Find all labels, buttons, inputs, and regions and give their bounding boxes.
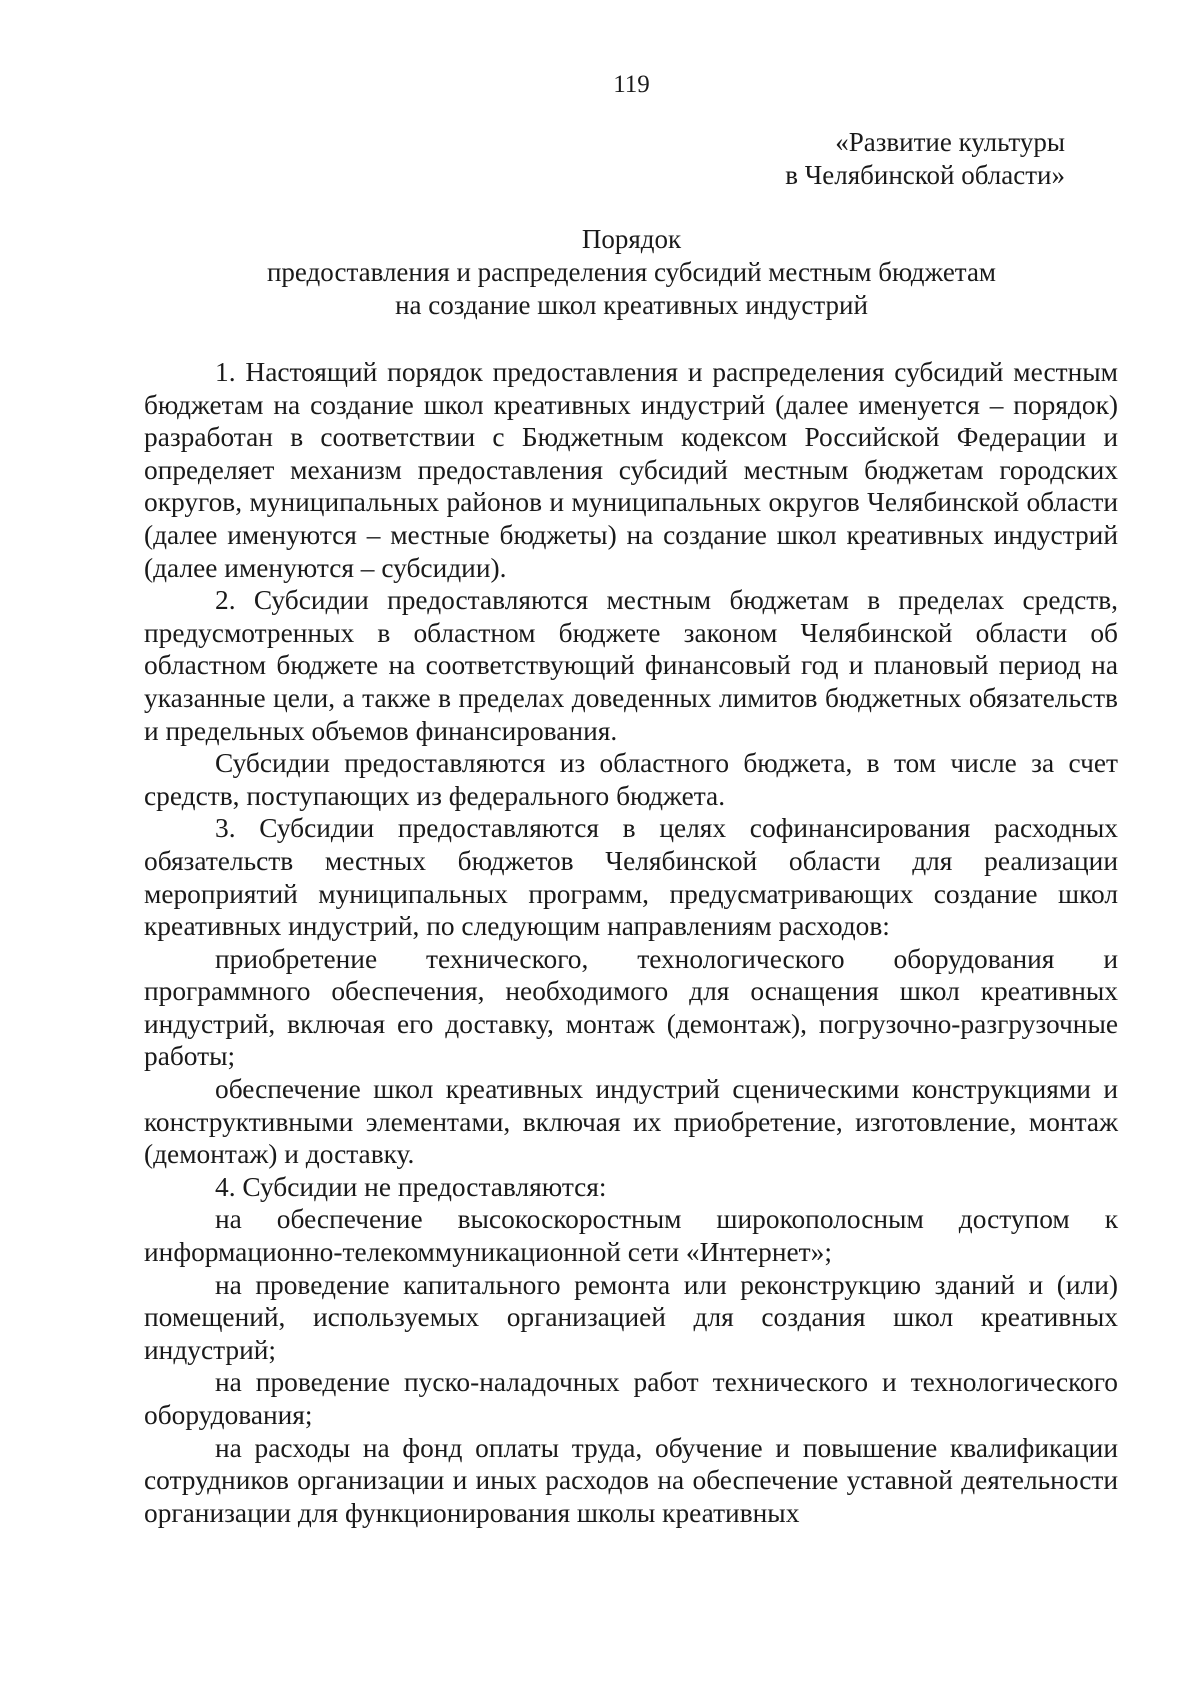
document-title — [0, 223, 1200, 322]
paragraph-3: Субсидии предоставляются из областного бюджета, в том числе за счет средств, поступающих из федерального бюджета. — [144, 748, 1118, 811]
paragraph-4: 3. Субсидии предоставляются в целях софинансирования расходных обязательств местных бюджетов Челябинской области для реализации мероприятий муниципальных программ, предусматривающих создание школ креативных индустрий, по следующим направлениям расходов: — [144, 813, 1118, 942]
document-body — [144, 356, 1118, 1529]
paragraph-2: 2. Субсидии предоставляются местным бюджетам в пределах средств, предусмотренных в областном бюджете законом Челябинской области об областном бюджете на соответствующий финансовый год и плановый период на указанные цели, а также в пределах доведенных лимитов бюджетных обязательств и предельных объемов финансирования. — [144, 585, 1118, 746]
paragraph-7: 4. Субсидии не предоставляются: — [215, 1171, 607, 1202]
program-reference-line-1: «Развитие культуры — [835, 127, 1065, 157]
paragraph-11: на расходы на фонд оплаты труда, обучение и повышение квалификации сотрудников организации и иных расходов на обеспечение уставной деятельности организации для функционирования школы креативных — [144, 1432, 1118, 1528]
paragraph-8: на обеспечение высокоскоростным широкополосным доступом к информационно-телекоммуникационной сети «Интернет»; — [144, 1204, 1118, 1268]
paragraph-9: на проведение капитального ремонта или реконструкцию зданий и (или) помещений, используемых организацией для создания школ креативных индустрий; — [144, 1269, 1118, 1365]
paragraph-10: на проведение пуско-наладочных работ технического и технологического оборудования; — [144, 1367, 1118, 1430]
document-title-line-2: предоставления и распределения субсидий местным бюджетам — [266, 257, 997, 287]
page-number: 119 — [613, 71, 650, 98]
paragraph-5: приобретение технического, технологического оборудования и программного обеспечения, необходимого для оснащения школ креативных индустрий, включая его доставку, монтаж (демонтаж), погрузочно-разгрузочные работы; — [144, 943, 1118, 1072]
program-reference — [785, 126, 1065, 192]
document-title-line-3: на создание школ креативных индустрий — [395, 290, 868, 320]
paragraph-1: 1. Настоящий порядок предоставления и распределения субсидий местным бюджетам на создание школ креативных индустрий (далее именуется – порядок) разработан в соответствии с Бюджетным кодексом Российской Федерации и определяет механизм предоставления субсидий местным бюджетам городских округов, муниципальных районов и муниципальных округов Челябинской области (далее именуются – местные бюджеты) на создание школ креативных индустрий (далее именуются – субсидии). — [144, 357, 1118, 583]
document-title-line-1: Порядок — [581, 224, 682, 254]
program-reference-line-2: в Челябинской области» — [785, 160, 1065, 190]
paragraph-6: обеспечение школ креативных индустрий сценическими конструкциями и конструктивными элементами, включая их приобретение, изготовление, монтаж (демонтаж) и доставку. — [144, 1074, 1118, 1170]
